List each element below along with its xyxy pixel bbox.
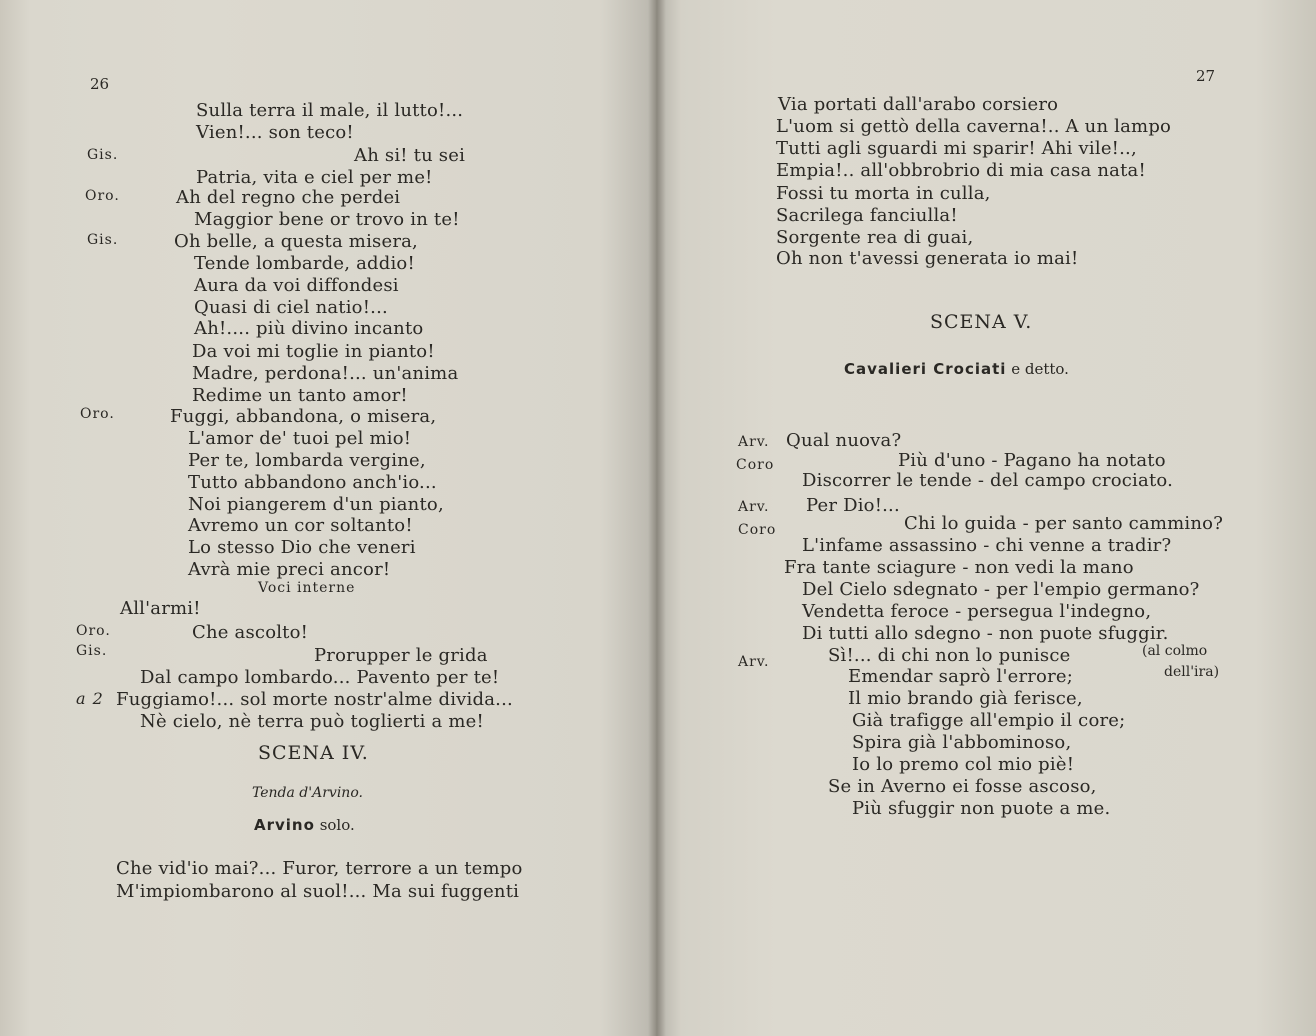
verse-line: Ah del regno che perdei bbox=[176, 187, 401, 208]
page-number: 27 bbox=[1196, 67, 1216, 85]
verse-line: Quasi di ciel natio!... bbox=[194, 297, 388, 318]
verse-line: Da voi mi toglie in pianto! bbox=[192, 341, 435, 362]
verse-line: Per te, lombarda vergine, bbox=[188, 450, 426, 471]
verse-line: Aura da voi diffondesi bbox=[194, 275, 399, 296]
scene-cast bbox=[254, 816, 355, 834]
verse-line: Fuggiamo!... sol morte nostr'alme divida... bbox=[116, 689, 513, 710]
speaker-label: Oro. bbox=[80, 406, 115, 422]
character-name: Cavalieri Crociati bbox=[844, 360, 1007, 378]
scene-title: SCENA IV. bbox=[258, 742, 369, 764]
right-page bbox=[656, 0, 1316, 1036]
scene-setting: Tenda d'Arvino. bbox=[252, 785, 363, 801]
speaker-label: Arv. bbox=[738, 654, 770, 670]
verse-line: Che ascolto! bbox=[192, 622, 309, 643]
verse-line: Di tutti allo sdegno - non puote sfuggir. bbox=[802, 623, 1169, 644]
scene-title: SCENA V. bbox=[930, 311, 1033, 333]
speaker-label: Gis. bbox=[87, 147, 119, 163]
verse-line: L'amor de' tuoi pel mio! bbox=[188, 428, 412, 449]
stage-direction: dell'ira) bbox=[1164, 664, 1220, 680]
verse-line: Sacrilega fanciulla! bbox=[776, 205, 958, 226]
verse-line: Empia!.. all'obbrobrio di mia casa nata! bbox=[776, 160, 1146, 181]
verse-line: Se in Averno ei fosse ascoso, bbox=[828, 776, 1097, 797]
verse-line: Tutto abbandono anch'io... bbox=[188, 472, 437, 493]
verse-line: Fossi tu morta in culla, bbox=[776, 183, 991, 204]
verse-line: Del Cielo sdegnato - per l'empio germano? bbox=[802, 579, 1200, 600]
speaker-label: Coro bbox=[736, 457, 775, 473]
verse-line: Avremo un cor soltanto! bbox=[188, 515, 413, 536]
verse-line: Che vid'io mai?... Furor, terrore a un tempo bbox=[116, 858, 523, 879]
verse-line: Ah si! tu sei bbox=[354, 145, 466, 166]
speaker-label: Gis. bbox=[76, 643, 108, 659]
verse-line: Oh belle, a questa misera, bbox=[174, 231, 418, 252]
verse-line: Fra tante sciagure - non vedi la mano bbox=[784, 557, 1134, 578]
verse-line: Discorrer le tende - del campo crociato. bbox=[802, 470, 1174, 491]
speaker-label: Oro. bbox=[85, 188, 120, 204]
stage-direction: (al colmo bbox=[1142, 643, 1208, 659]
cast-note: solo. bbox=[319, 816, 355, 834]
verse-line: Redime un tanto amor! bbox=[192, 385, 408, 406]
verse-line: Più d'uno - Pagano ha notato bbox=[898, 450, 1166, 471]
verse-line: Spira già l'abbominoso, bbox=[852, 732, 1072, 753]
verse-line: Già trafigge all'empio il core; bbox=[852, 710, 1126, 731]
verse-line: Tutti agli sguardi mi sparir! Ahi vile!.., bbox=[776, 138, 1137, 159]
verse-line: Emendar saprò l'errore; bbox=[848, 666, 1074, 687]
verse-line: Il mio brando già ferisce, bbox=[848, 688, 1083, 709]
verse-line: Qual nuova? bbox=[786, 430, 902, 451]
verse-line: Sulla terra il male, il lutto!... bbox=[196, 100, 464, 121]
verse-line: Più sfuggir non puote a me. bbox=[852, 798, 1111, 819]
verse-line: Io lo premo col mio piè! bbox=[852, 754, 1075, 775]
verse-line: Via portati dall'arabo corsiero bbox=[778, 94, 1059, 115]
verse-line: Avrà mie preci ancor! bbox=[188, 559, 391, 580]
cast-note: e detto. bbox=[1011, 360, 1069, 378]
verse-line: Dal campo lombardo... Pavento per te! bbox=[140, 667, 500, 688]
speaker-label: a 2 bbox=[76, 689, 104, 708]
verse-line: Maggior bene or trovo in te! bbox=[194, 209, 460, 230]
verse-line: Vien!... son teco! bbox=[196, 122, 354, 143]
verse-line: Madre, perdona!... un'anima bbox=[192, 363, 459, 384]
verse-line: All'armi! bbox=[120, 598, 201, 619]
verse-line: Noi piangerem d'un pianto, bbox=[188, 494, 444, 515]
verse-line: Sorgente rea di guai, bbox=[776, 227, 974, 248]
verse-line: Patria, vita e ciel per me! bbox=[196, 167, 433, 188]
verse-line: L'uom si gettò della caverna!.. A un lampo bbox=[776, 116, 1172, 137]
verse-line: Per Dio!... bbox=[806, 495, 900, 516]
character-name: Arvino bbox=[254, 816, 315, 834]
verse-line: Tende lombarde, addio! bbox=[194, 253, 415, 274]
speaker-label: Arv. bbox=[738, 434, 770, 450]
verse-line: Vendetta feroce - persegua l'indegno, bbox=[802, 601, 1152, 622]
speaker-label: Arv. bbox=[738, 499, 770, 515]
verse-line: Lo stesso Dio che veneri bbox=[188, 537, 416, 558]
speaker-label: Coro bbox=[738, 522, 777, 538]
speaker-label: Oro. bbox=[76, 623, 111, 639]
verse-line: Chi lo guida - per santo cammino? bbox=[904, 513, 1224, 534]
scene-cast bbox=[844, 360, 1069, 378]
verse-line: Nè cielo, nè terra può toglierti a me! bbox=[140, 711, 484, 732]
left-page bbox=[0, 0, 656, 1036]
verse-line: Prorupper le grida bbox=[314, 645, 488, 666]
stage-direction: Voci interne bbox=[258, 580, 356, 596]
verse-line: L'infame assassino - chi venne a tradir? bbox=[802, 535, 1172, 556]
page-number: 26 bbox=[90, 75, 110, 93]
verse-line: Fuggi, abbandona, o misera, bbox=[170, 406, 437, 427]
verse-line: Ah!.... più divino incanto bbox=[194, 318, 424, 339]
verse-line: M'impiombarono al suol!... Ma sui fuggenti bbox=[116, 881, 520, 902]
verse-line: Sì!... di chi non lo punisce bbox=[828, 645, 1071, 666]
verse-line: Oh non t'avessi generata io mai! bbox=[776, 248, 1079, 269]
book-gutter bbox=[648, 0, 666, 1036]
speaker-label: Gis. bbox=[87, 232, 119, 248]
